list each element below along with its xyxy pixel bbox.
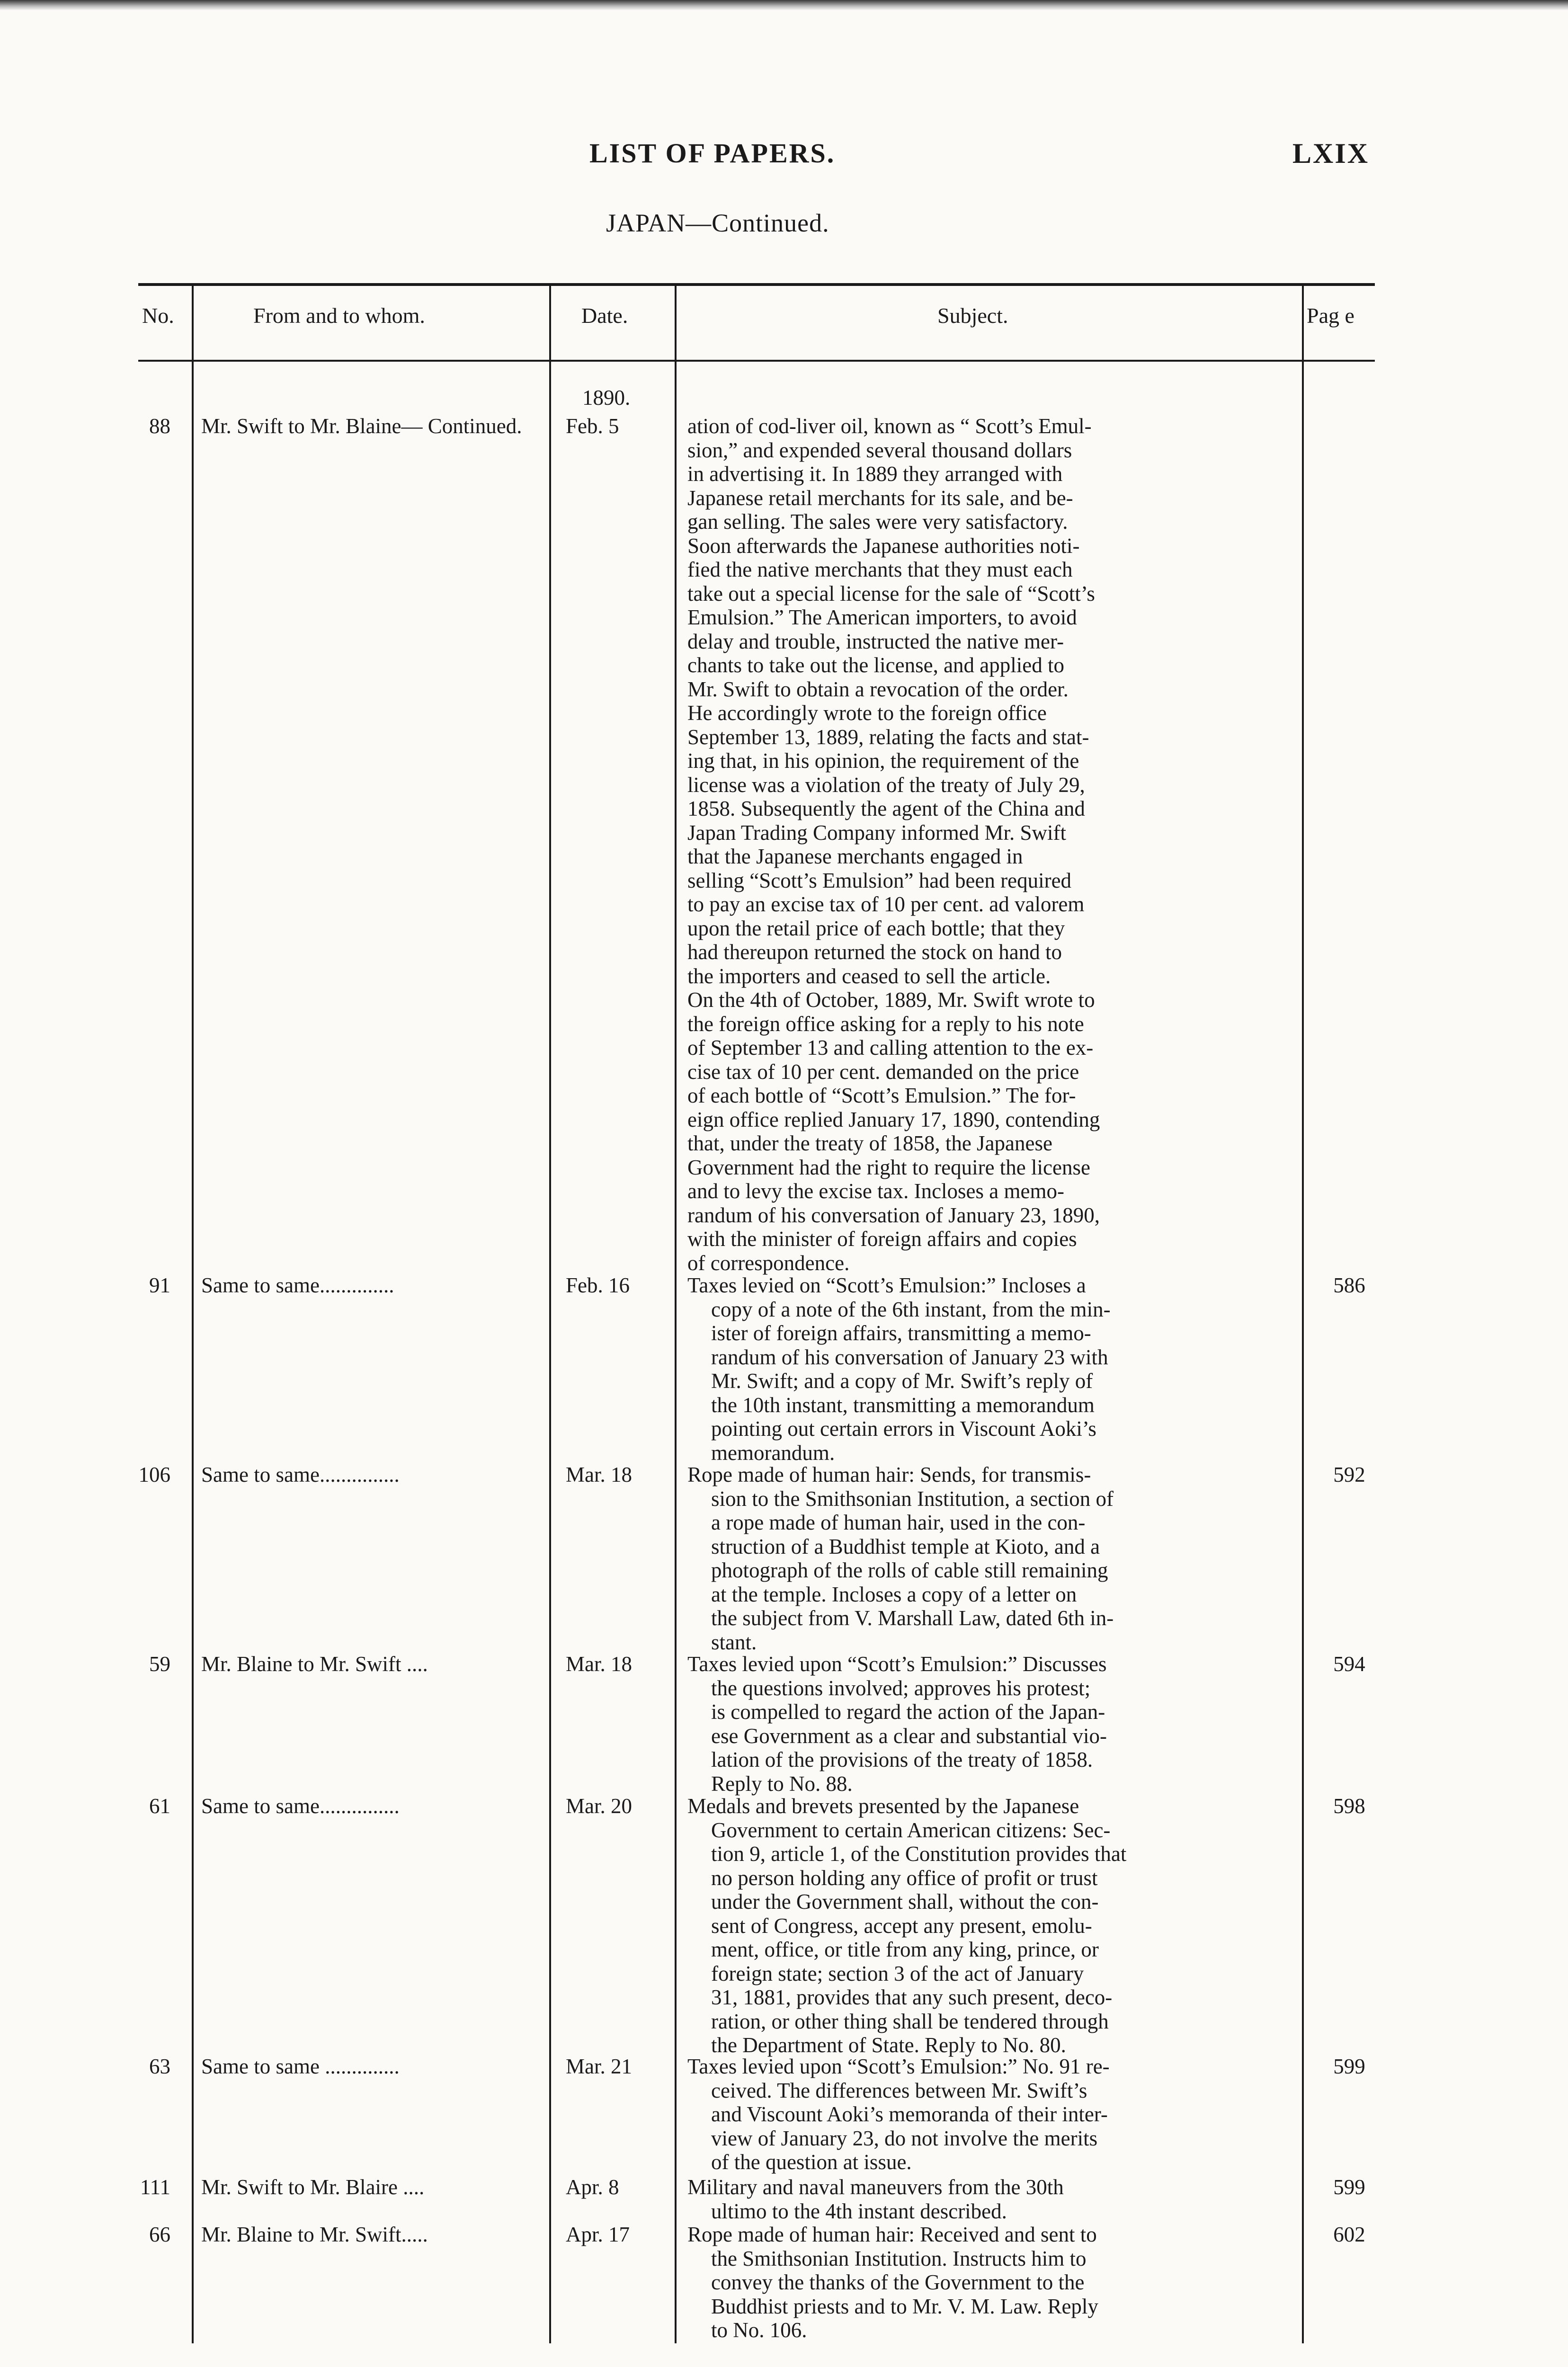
subject-line: sent of Congress, accept any present, emolu- [711,1913,1092,1938]
row-date: Apr. 8 [566,2175,619,2199]
subject-line: of September 13 and calling attention to the ex- [687,1036,1094,1059]
row-date: Apr. 17 [566,2223,630,2246]
subject-line: Mr. Swift to obtain a revocation of the order. [687,677,1069,701]
subject-line: at the temple. Incloses a copy of a letter on [711,1582,1077,1606]
row-subject [687,2055,1284,2174]
row-number: 59 [149,1652,170,1676]
row-subject [687,1273,1284,1465]
row-date: Feb. 5 [566,414,619,438]
subject-line: the Smithsonian Institution. Instructs him to [711,2246,1087,2270]
subject-line: ing that, in his opinion, the requirement of the [687,749,1079,773]
subject-line: the importers and ceased to sell the article. [687,964,1051,988]
subject-line: sion,” and expended several thousand dollars [687,438,1072,462]
row-number: 88 [149,414,170,438]
column-header-date: Date. [581,303,628,328]
subject-line: cise tax of 10 per cent. demanded on the price [687,1059,1079,1084]
subject-line: that the Japanese merchants engaged in [687,845,1023,868]
page-title: LIST OF PAPERS. [589,138,836,169]
subject-line: the 10th instant, transmitting a memorandum [711,1393,1095,1417]
subject-line: and to levy the excise tax. Incloses a memo- [687,1179,1064,1203]
subject-line: Japanese retail merchants for its sale, and be- [687,486,1073,510]
scan-top-edge [0,0,1568,10]
subject-line: to pay an excise tax of 10 per cent. ad valorem [687,892,1085,916]
subject-line: license was a violation of the treaty of July 29, [687,773,1085,797]
subject-line: of correspondence. [687,1251,850,1275]
subject-line: of each bottle of “Scott’s Emulsion.” The for- [687,1084,1076,1107]
subject-line: randum of his conversation of January 23, 1890, [687,1203,1100,1227]
row-date: Feb. 16 [566,1273,630,1297]
subject-line: Taxes levied upon “Scott’s Emulsion:” No. 91 re- [687,2055,1110,2078]
row-number: 63 [149,2055,170,2078]
row-from-to: Same to same............... [201,1794,400,1818]
column-divider [549,284,551,2343]
subject-line: copy of a note of the 6th instant, from the min- [711,1297,1111,1321]
subject-line: ceived. The differences between Mr. Swift’s [711,2078,1087,2102]
row-number: 91 [149,1273,170,1297]
subject-line: lation of the provisions of the treaty of 1858. [711,1748,1093,1771]
column-divider [1302,284,1304,2343]
subject-line: upon the retail price of each bottle; that they [687,916,1065,940]
row-date: Mar. 21 [566,2055,632,2078]
table-header-rule [138,360,1375,362]
subject-line: ese Government as a clear and substantial vio- [711,1724,1107,1748]
subject-line: ister of foreign affairs, transmitting a memo- [711,1321,1091,1345]
row-page: 599 [1333,2175,1365,2199]
subject-line: He accordingly wrote to the foreign office [687,701,1047,725]
page-number: LXIX [1292,138,1370,169]
column-header-subject: Subject. [937,303,1008,328]
subject-line: Japan Trading Company informed Mr. Swift [687,820,1066,845]
column-header-from: From and to whom. [253,303,425,328]
row-page: 599 [1333,2055,1365,2078]
row-page: 586 [1333,1273,1365,1297]
subject-line: fied the native merchants that they must each [687,558,1073,581]
row-from-to: Same to same............... [201,1463,400,1486]
subject-line: chants to take out the license, and applied to [687,653,1065,677]
subject-line: Mr. Swift; and a copy of Mr. Swift’s reply of [711,1369,1093,1393]
row-number: 106 [138,1463,170,1486]
column-divider [192,284,194,2343]
subject-line: that, under the treaty of 1858, the Japanese [687,1131,1052,1155]
subject-line: Government had the right to require the license [687,1155,1090,1179]
subject-line: no person holding any office of profit or trust [711,1866,1098,1890]
subject-line: Medals and brevets presented by the Japanese [687,1794,1079,1818]
row-number: 66 [149,2223,170,2246]
row-page: 592 [1333,1463,1365,1486]
subject-line: to No. 106. [711,2318,807,2342]
subject-line: convey the thanks of the Government to the [711,2270,1085,2294]
subject-line: On the 4th of October, 1889, Mr. Swift wrote to [687,988,1095,1012]
row-year: 1890. [582,386,631,409]
column-header-page: Pag e [1307,303,1354,328]
subject-line: a rope made of human hair, used in the con- [711,1511,1086,1534]
subject-line: randum of his conversation of January 23 with [711,1345,1108,1369]
row-page: 602 [1333,2223,1365,2246]
subject-line: Reply to No. 88. [711,1771,853,1796]
row-from-to: Mr. Blaine to Mr. Swift .... [201,1652,428,1676]
subject-line: Taxes levied on “Scott’s Emulsion:” Incloses a [687,1273,1086,1297]
subject-line: pointing out certain errors in Viscount Aoki’s [711,1417,1096,1441]
subject-line: ultimo to the 4th instant described. [711,2199,1007,2223]
subject-line: Soon afterwards the Japanese authorities noti- [687,534,1080,558]
subject-line: Military and naval maneuvers from the 30th [687,2175,1064,2199]
subject-line: in advertising it. In 1889 they arranged with [687,462,1063,486]
subject-line: view of January 23, do not involve the merits [711,2126,1098,2150]
subject-line: ation of cod-liver oil, known as “ Scott’s Emul- [687,414,1092,438]
subject-line: photograph of the rolls of cable still remaining [711,1558,1108,1582]
subject-line: of the question at issue. [711,2150,912,2174]
subject-line: and Viscount Aoki’s memoranda of their inter- [711,2102,1108,2126]
subject-line: Emulsion.” The American importers, to avoid [687,605,1077,629]
subject-line: the Department of State. Reply to No. 80. [711,2033,1066,2057]
subject-line: ration, or other thing shall be tendered through [711,2009,1109,2033]
row-subject [687,1652,1284,1796]
subject-line: Rope made of human hair: Received and sent to [687,2223,1097,2246]
row-number: 111 [140,2175,170,2199]
subject-line: 1858. Subsequently the agent of the China and [687,797,1085,820]
row-date: Mar. 18 [566,1463,632,1486]
subject-line: eign office replied January 17, 1890, contending [687,1107,1100,1131]
row-subject [687,414,1284,1275]
subject-line: ment, office, or title from any king, prince, or [711,1938,1099,1961]
column-header-no: No. [142,303,174,328]
subject-line: Buddhist priests and to Mr. V. M. Law. Reply [711,2294,1098,2318]
subject-line: had thereupon returned the stock on hand to [687,940,1062,964]
subject-line: selling “Scott’s Emulsion” had been required [687,868,1072,892]
row-from-to: Mr. Blaine to Mr. Swift..... [201,2223,428,2246]
row-page: 598 [1333,1794,1365,1818]
row-from-to: Same to same.............. [201,1273,394,1297]
subject-line: take out a special license for the sale of “Scott’s [687,581,1095,605]
subject-line: Rope made of human hair: Sends, for transmis- [687,1463,1091,1486]
column-divider [675,284,677,2343]
row-subject [687,2223,1284,2342]
row-subject [687,1463,1284,1654]
subject-line: sion to the Smithsonian Institution, a section of [711,1486,1114,1511]
subject-line: stant. [711,1630,757,1654]
subject-line: delay and trouble, instructed the native mer- [687,629,1064,653]
row-date: Mar. 18 [566,1652,632,1676]
row-date: Mar. 20 [566,1794,632,1818]
row-number: 61 [149,1794,170,1818]
section-subtitle: JAPAN—Continued. [606,209,829,237]
subject-line: the questions involved; approves his protest; [711,1676,1091,1700]
subject-line: with the minister of foreign affairs and copies [687,1227,1077,1251]
subject-line: Taxes levied upon “Scott’s Emulsion:” Discusses [687,1652,1107,1676]
row-page: 594 [1333,1652,1365,1676]
table-top-rule [138,283,1375,286]
subject-line: tion 9, article 1, of the Constitution provides that [711,1842,1127,1866]
row-subject [687,2175,1284,2223]
subject-line: 31, 1881, provides that any such present, deco- [711,1985,1113,2009]
subject-line: under the Government shall, without the con- [711,1890,1099,1913]
row-from-to: Same to same .............. [201,2055,400,2078]
row-from-to: Mr. Swift to Mr. Blaire .... [201,2175,425,2199]
subject-line: is compelled to regard the action of the Japan- [711,1700,1105,1724]
subject-line: struction of a Buddhist temple at Kioto, and a [711,1534,1100,1558]
row-from-to: Mr. Swift to Mr. Blaine— Continued. [201,414,522,438]
subject-line: foreign state; section 3 of the act of January [711,1961,1084,1985]
subject-line: Government to certain American citizens: Sec- [711,1818,1111,1842]
row-subject [687,1794,1284,2057]
subject-line: memorandum. [711,1441,835,1465]
subject-line: September 13, 1889, relating the facts and stat- [687,725,1089,749]
subject-line: the foreign office asking for a reply to his note [687,1012,1084,1036]
subject-line: gan selling. The sales were very satisfactory. [687,510,1068,534]
subject-line: the subject from V. Marshall Law, dated 6th in- [711,1606,1114,1630]
